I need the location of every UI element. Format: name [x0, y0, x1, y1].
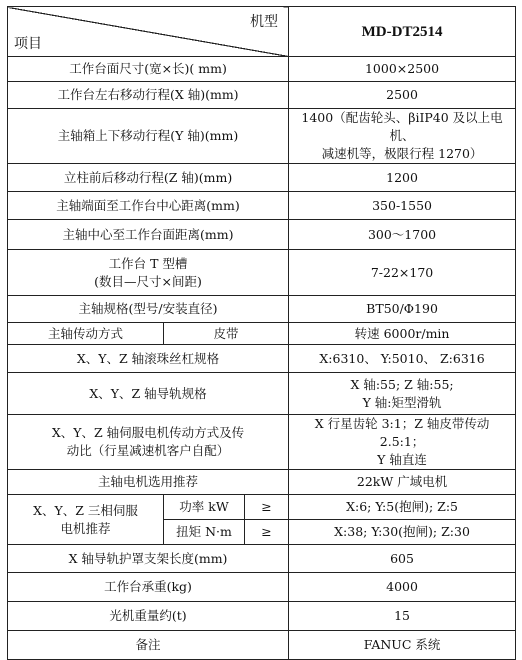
table-row	[8, 602, 516, 631]
row-sub-label: 皮带	[164, 323, 289, 345]
table-row	[8, 495, 516, 520]
table-row	[8, 220, 516, 250]
table-row	[8, 631, 516, 660]
row-sub-label: 功率 kW	[164, 495, 245, 520]
table-row	[8, 323, 516, 345]
row-symbol: ≥	[245, 495, 289, 520]
table-row	[8, 82, 516, 109]
row-value-line: 1400（配齿轮头、βiIP40 及以上电机、	[301, 110, 503, 143]
spec-table	[7, 6, 516, 660]
row-label: 工作台承重(kg)	[8, 573, 289, 602]
table-row	[8, 296, 516, 323]
row-value	[289, 109, 516, 164]
row-value: BT50/Φ190	[289, 296, 516, 323]
row-label-line: 动比（行星减速机客户自配）	[66, 443, 230, 458]
row-label-line: X、Y、Z 三相伺服	[33, 502, 138, 518]
row-label	[8, 250, 289, 296]
table-row	[8, 415, 516, 470]
header-diagonal-cell	[8, 7, 289, 57]
header-row	[8, 7, 516, 57]
row-label: 主轴箱上下移动行程(Y 轴)(mm)	[8, 109, 289, 164]
row-label: 主轴传动方式	[8, 323, 164, 345]
row-value: 7-22×170	[289, 250, 516, 296]
row-label: 工作台面尺寸(宽×长)( mm)	[8, 57, 289, 82]
row-value: FANUC 系统	[289, 631, 516, 660]
header-item-label: 项目	[14, 36, 42, 52]
table-row	[8, 109, 516, 164]
row-value: 4000	[289, 573, 516, 602]
row-label: 主轴中心至工作台面距离(mm)	[8, 220, 289, 250]
table-row	[8, 57, 516, 82]
row-value: 2500	[289, 82, 516, 109]
row-group-label	[8, 495, 164, 545]
row-value	[289, 373, 516, 415]
row-label: 主轴规格(型号/安装直径)	[8, 296, 289, 323]
row-value: 1000×2500	[289, 57, 516, 82]
row-value: 605	[289, 545, 516, 573]
row-label: X、Y、Z 轴滚珠丝杠规格	[8, 345, 289, 373]
row-label: 主轴端面至工作台中心距离(mm)	[8, 192, 289, 220]
row-symbol: ≥	[245, 520, 289, 545]
table-row	[8, 345, 516, 373]
row-value: X:6310、 Y:5010、 Z:6316	[289, 345, 516, 373]
row-label: X、Y、Z 轴导轨规格	[8, 373, 289, 415]
row-label: 光机重量约(t)	[8, 602, 289, 631]
row-label: 工作台左右移动行程(X 轴)(mm)	[8, 82, 289, 109]
row-label: X 轴导轨护罩支架长度(mm)	[8, 545, 289, 573]
table-row	[8, 573, 516, 602]
row-value-line: X 轴:55; Z 轴:55;	[350, 376, 454, 392]
row-value: 转速 6000r/min	[289, 323, 516, 345]
row-label-line: 电机推荐	[60, 520, 111, 536]
row-sub-label: 扭矩 N·m	[164, 520, 245, 545]
row-value: 1200	[289, 164, 516, 192]
row-value-line: Y 轴直连	[377, 452, 427, 467]
table-row	[8, 250, 516, 296]
row-label	[8, 415, 289, 470]
table-row	[8, 192, 516, 220]
table-row	[8, 373, 516, 415]
row-label-line: (数目—尺寸×间距)	[94, 273, 202, 289]
row-value: X:6; Y:5(抱闸); Z:5	[289, 495, 516, 520]
row-label-line: 工作台 T 型槽	[108, 255, 188, 271]
row-value-line: Y 轴:矩型滑轨	[362, 394, 442, 410]
row-label: 立柱前后移动行程(Z 轴)(mm)	[8, 164, 289, 192]
row-value: 15	[289, 602, 516, 631]
table-row	[8, 545, 516, 573]
row-label: 主轴电机选用推荐	[8, 470, 289, 495]
table-row	[8, 470, 516, 495]
row-value: 350-1550	[289, 192, 516, 220]
row-label-line: X、Y、Z 轴伺服电机传动方式及传	[51, 425, 245, 440]
row-value-line: X 行星齿轮 3:1；Z 轴皮带传动 2.5:1；	[314, 416, 490, 449]
row-value: 300～1700	[289, 220, 516, 250]
row-value: 22kW 广域电机	[289, 470, 516, 495]
model-name: MD-DT2514	[289, 7, 516, 57]
row-value	[289, 415, 516, 470]
row-value-line: 减速机等，极限行程 1270）	[321, 146, 483, 161]
row-label: 备注	[8, 631, 289, 660]
table-row	[8, 164, 516, 192]
row-value: X:38; Y:30(抱闸); Z:30	[289, 520, 516, 545]
header-param-label: 机型	[250, 14, 279, 30]
